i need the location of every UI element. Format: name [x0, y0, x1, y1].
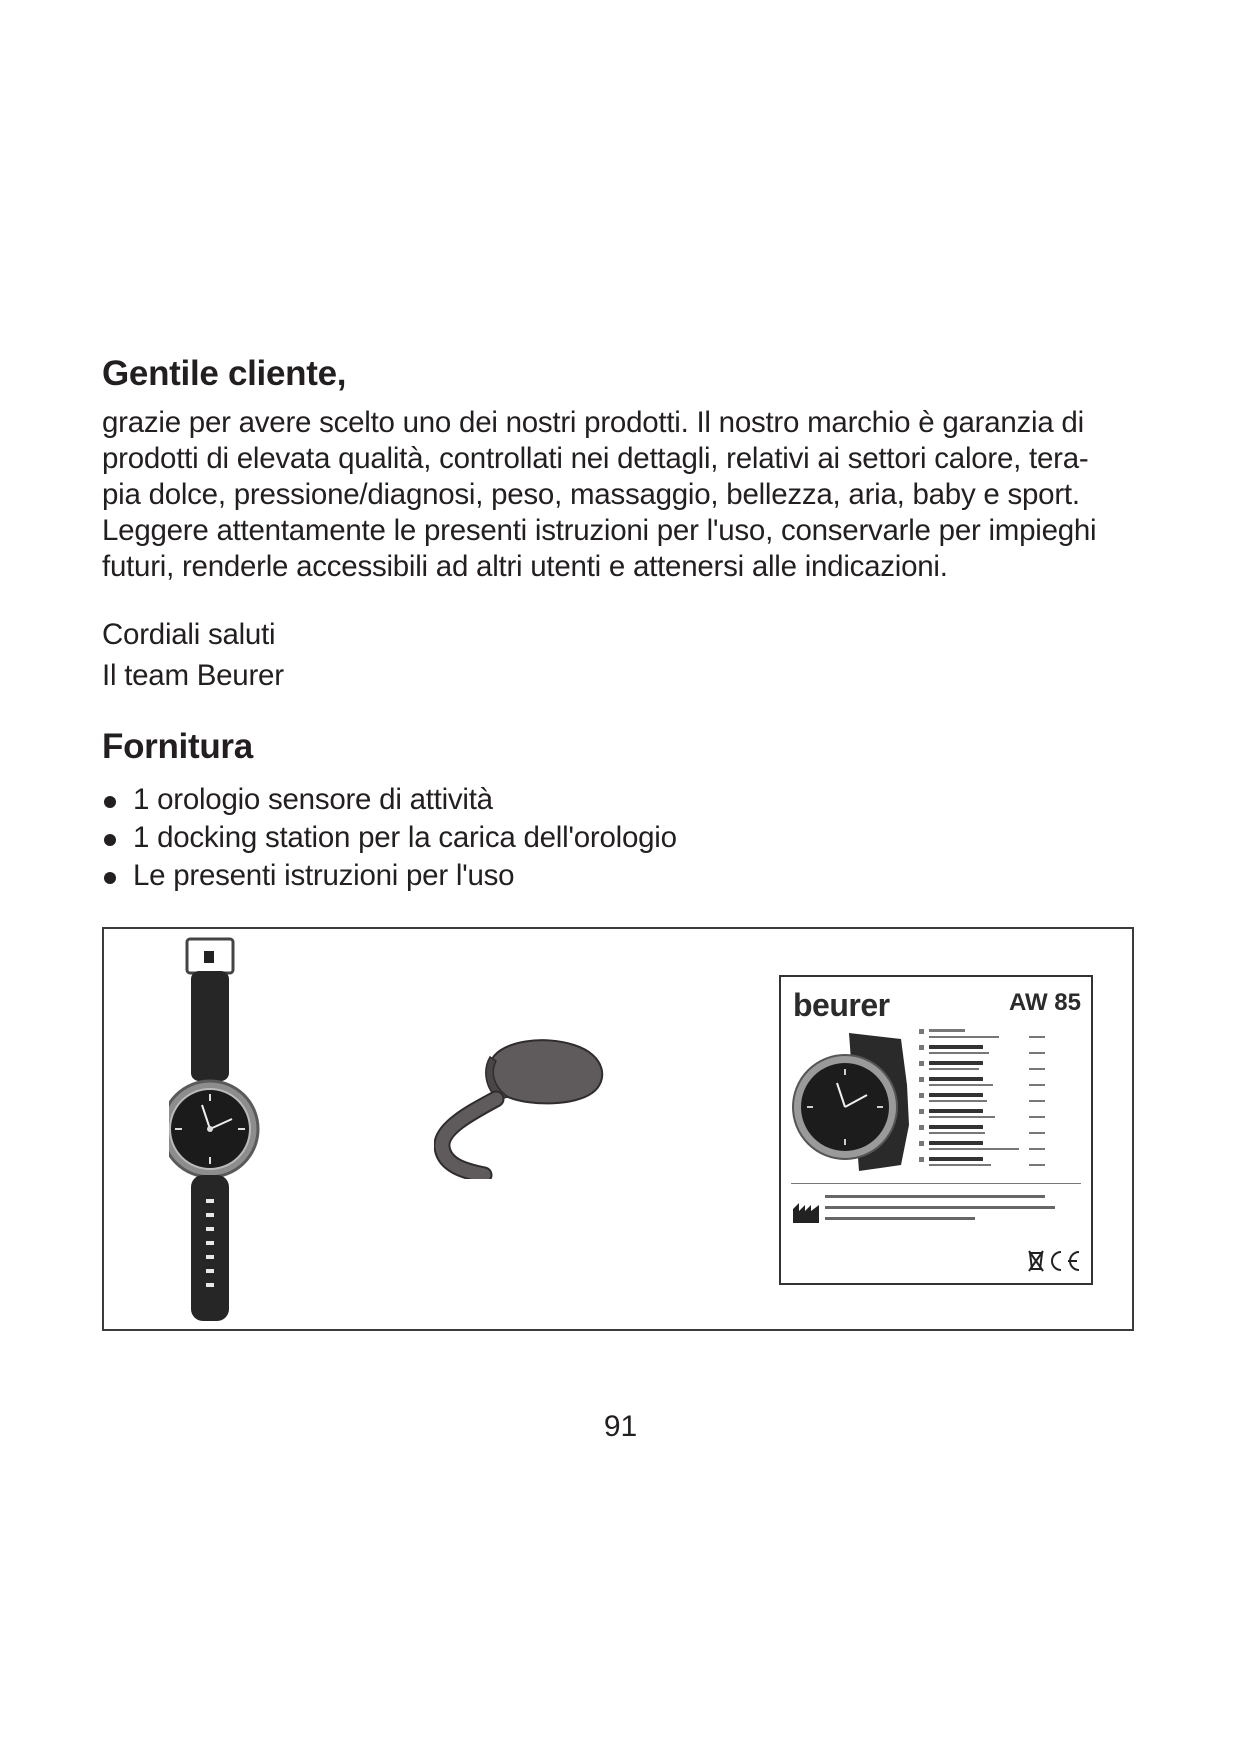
intro-paragraph — [102, 405, 1162, 585]
signature: Il team Beurer — [102, 659, 284, 692]
docking-station-illustration — [434, 1029, 614, 1179]
manual-cover-watch-image — [789, 1025, 919, 1175]
package-contents-figure — [102, 927, 1134, 1331]
greeting-heading: Gentile cliente, — [102, 354, 347, 393]
manual-language-index — [919, 1027, 1087, 1177]
manufacturer-address-block — [825, 1191, 1075, 1231]
manual-brand-logo: beurer — [793, 987, 890, 1023]
page-number: 91 — [603, 1410, 638, 1443]
supply-heading: Fornitura — [102, 727, 253, 766]
manufacturer-factory-icon — [793, 1201, 819, 1223]
intro-line: grazie per avere scelto uno dei nostri prodotti. Il nostro marchio è garanzia di — [102, 406, 1084, 439]
supply-item-docking-station: 1 docking station per la carica dell'orologio — [102, 819, 677, 857]
intro-line: prodotti di elevata qualità, controllati nei dettagli, relativi ai settori calore, tera- — [102, 442, 1089, 475]
intro-line: futuri, renderle accessibili ad altri utenti e attenersi alle indicazioni. — [102, 550, 948, 583]
weee-ce-marks-icon — [1027, 1247, 1083, 1275]
closing-block — [102, 614, 284, 696]
watch-illustration — [169, 937, 269, 1329]
supply-list — [102, 781, 677, 895]
intro-line: pia dolce, pressione/diagnosi, peso, massaggio, bellezza, aria, baby e sport. — [102, 478, 1080, 511]
salutation: Cordiali saluti — [102, 618, 276, 651]
supply-item-manual: Le presenti istruzioni per l'uso — [102, 857, 677, 895]
intro-line: Leggere attentamente le presenti istruzioni per l'uso, conservarle per impieghi — [102, 514, 1097, 547]
manual-divider — [791, 1183, 1081, 1184]
manual-cover-illustration — [779, 975, 1093, 1285]
supply-item-watch: 1 orologio sensore di attività — [102, 781, 677, 819]
manual-model-label: AW 85 — [1008, 989, 1081, 1016]
